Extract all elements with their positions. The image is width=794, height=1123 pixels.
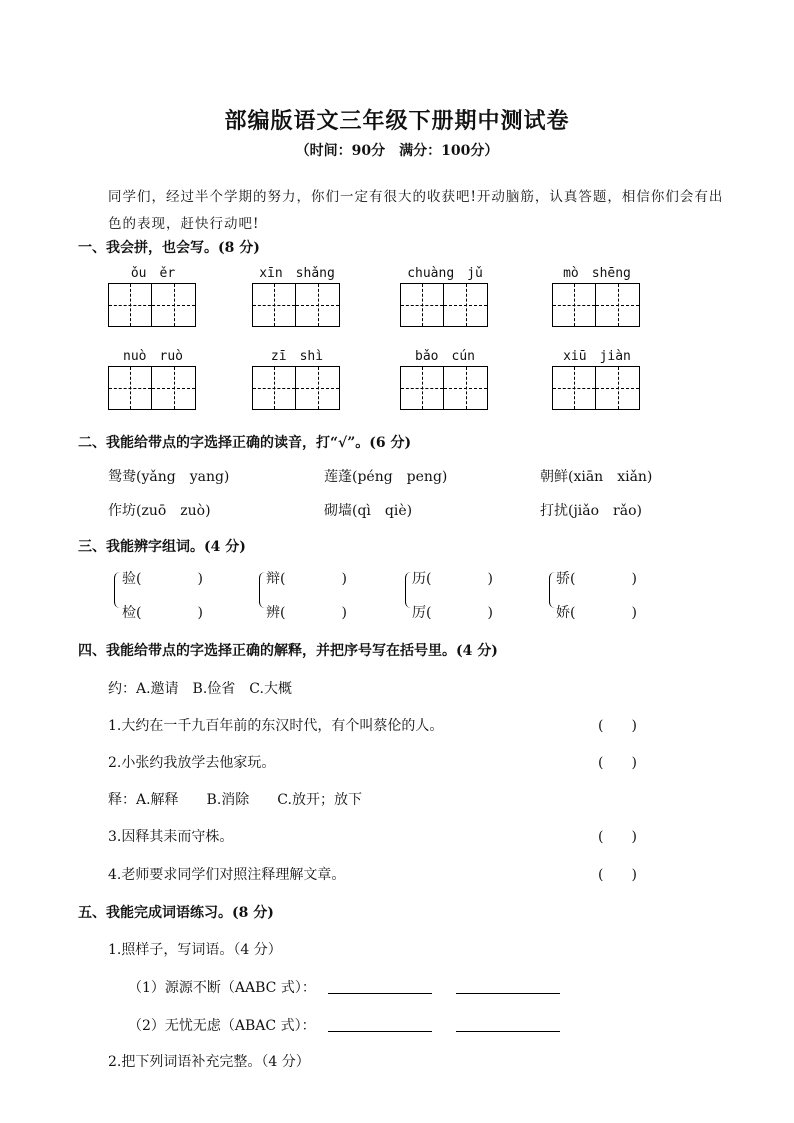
q2-heading: 二、我能给带点的字选择正确的读音，打“√”。(6 分) [78,435,412,451]
reading-choice[interactable]: 朝鲜(xiān xiǎn) [540,469,653,485]
definition-list: 释：A.解释 B.消除 C.放开；放下 [108,792,362,808]
q1-heading: 一、我会拼，也会写。(8 分) [78,240,260,256]
q3-heading: 三、我能辨字组词。(4 分) [78,539,246,555]
intro-paragraph: 同学们，经过半个学期的努力，你们一定有很大的收获吧!开动脑筋，认真答题，相信你们会有出色的表现，赶快行动吧! [108,189,724,232]
word-pair-item[interactable]: 检( ) [122,605,203,621]
writing-grid[interactable] [552,366,640,410]
reading-choice[interactable]: 打扰(jiǎo rǎo) [540,503,642,519]
answer-line[interactable] [328,993,432,994]
page-title: 部编版语文三年级下册期中测试卷 [224,108,570,134]
question-sentence: 4.老师要求同学们对照注释理解文章。 [108,867,346,883]
answer-line[interactable] [328,1031,432,1032]
answer-parens[interactable]: ( ) [598,718,637,734]
writing-grid[interactable] [108,366,196,410]
writing-grid[interactable] [400,283,488,327]
answer-parens[interactable]: ( ) [598,829,637,845]
pinyin-label: chuàng jǔ [407,266,483,281]
writing-grid[interactable] [552,283,640,327]
answer-line[interactable] [456,1031,560,1032]
word-pair-item[interactable]: 验( ) [122,571,203,587]
writing-grid[interactable] [108,283,196,327]
question-sentence: 2.小张约我放学去他家玩。 [108,755,276,771]
word-pair-item[interactable]: 历( ) [412,571,493,587]
pinyin-label: xiū jiàn [563,349,631,364]
pinyin-label: zī shì [270,349,324,364]
sub-question-item: （1）源源不断（AABC 式）： [128,980,316,996]
writing-grid[interactable] [252,366,340,410]
writing-grid[interactable] [400,366,488,410]
answer-parens[interactable]: ( ) [598,755,637,771]
writing-grid[interactable] [252,283,340,327]
word-pair-item[interactable]: 娇( ) [556,605,637,621]
pinyin-label: bǎo cún [415,349,475,364]
reading-choice[interactable]: 莲蓬(péng peng) [324,469,448,485]
q5-heading: 五、我能完成词语练习。(8 分) [78,905,274,921]
pinyin-label: mò shēng [563,266,631,281]
question-sentence: 1.大约在一千九百年前的东汉时代，有个叫蔡伦的人。 [108,718,444,734]
answer-parens[interactable]: ( ) [598,867,637,883]
q4-heading: 四、我能给带点的字选择正确的解释，并把序号写在括号里。(4 分) [78,643,498,659]
reading-choice[interactable]: 砌墙(qì qiè) [324,503,413,519]
pinyin-label: xīn shǎng [259,266,335,281]
word-pair-item[interactable]: 辩( ) [266,571,347,587]
sub-question-item: （2）无忧无虑（ABAC 式）： [128,1018,316,1034]
answer-line[interactable] [456,993,560,994]
pinyin-label: nuò ruò [123,349,183,364]
sub-question: 2.把下列词语补充完整。（4 分） [108,1054,310,1070]
sub-question: 1.照样子，写词语。（4 分） [108,942,282,958]
question-sentence: 3.因释其耒而守株。 [108,829,234,845]
pinyin-label: ǒu ěr [130,266,176,281]
word-pair-item[interactable]: 厉( ) [412,605,493,621]
word-pair-item[interactable]: 骄( ) [556,571,637,587]
definition-list: 约：A.邀请 B.俭省 C.大概 [108,681,292,697]
reading-choice[interactable]: 作坊(zuō zuò) [108,503,211,519]
exam-info: （时间：90分 满分：100分） [295,143,499,159]
word-pair-item[interactable]: 辨( ) [266,605,347,621]
reading-choice[interactable]: 鸳鸯(yǎng yang) [108,469,230,485]
